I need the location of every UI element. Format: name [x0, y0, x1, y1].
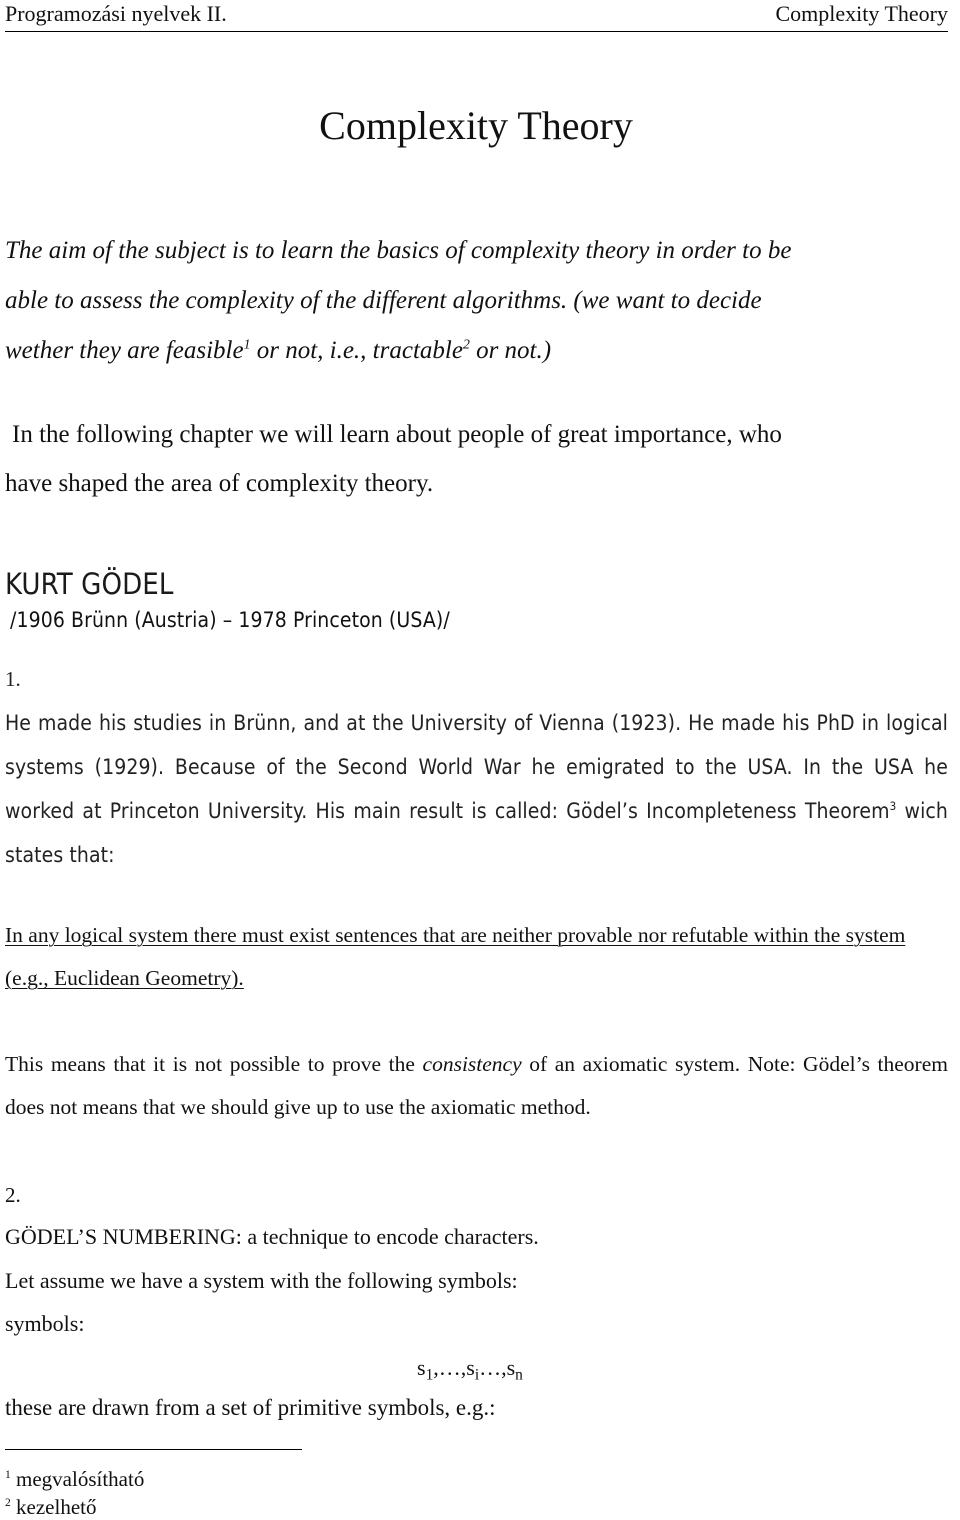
- godel-heading: KURT GÖDEL: [5, 567, 174, 601]
- primitive-symbols-line: these are drawn from a set of primitive symbols, e.g.:: [5, 1395, 496, 1420]
- aim-line-1: The aim of the subject is to learn the basics of complexity theory in order to be: [5, 237, 792, 264]
- page-title: Complexity Theory: [319, 103, 633, 148]
- page-header: [5, 0, 948, 32]
- symbol-sequence: $s_1,\dots,s_i\dots,s_n$: [417, 1355, 523, 1384]
- section-1-text: He made his studies in Brünn, and at the University of Vienna (1923). He made his PhD in logical systems (1929). Because of the Second World War he emigrated to the USA. In the USA he worked at Princeton University. His main result is called: Gödel’s Incompleteness Theorem$^3$ wich states that:: [5, 711, 948, 867]
- intro-paragraph: [5, 410, 948, 508]
- aim-line-3: wether they are feasible$^1$ or not, i.e., tractable$^2$ or not.): [5, 336, 552, 364]
- header-chapter: Complexity Theory: [775, 1, 948, 26]
- assume-line: Let assume we have a system with the following symbols:: [5, 1267, 518, 1293]
- incompleteness-theorem: In any logical system there must exist sentences that are neither provable nor refutable within the system (e.g., Euclidean Geometry).: [5, 923, 906, 990]
- godel-dates: /1906 Brünn (Austria) – 1978 Princeton (USA)/: [10, 608, 450, 632]
- consistency-term: consistency: [422, 1052, 522, 1076]
- footnote-ref-1: 1: [243, 336, 251, 352]
- header-course: Programozási nyelvek II.: [5, 1, 227, 26]
- aim-line-2: able to assess the complexity of the different algorithms. (we want to decide: [5, 287, 762, 314]
- intro-line-2: have shaped the area of complexity theory.: [5, 470, 434, 497]
- section-2-paragraph: [5, 1215, 948, 1346]
- section-1-paragraph: [5, 657, 948, 877]
- footnote-ref-2: 2: [462, 336, 470, 352]
- section-1-number: 1.: [5, 667, 21, 691]
- footnote-divider: [5, 1449, 302, 1450]
- footnote-1: $^1$ megvalósítható: [5, 1467, 145, 1491]
- symbols-label: symbols:: [5, 1311, 85, 1336]
- numbering-line: GÖDEL’S NUMBERING: a technique to encode characters.: [5, 1224, 539, 1249]
- footnote-ref-3: 3: [889, 798, 897, 813]
- intro-line-1: In the following chapter we will learn about people of great importance, who: [12, 421, 782, 448]
- footnote-2: $^2$ kezelhető: [5, 1495, 97, 1519]
- consistency-paragraph: This means that it is not possible to prove the consistency of an axiomatic system. Note: Gödel’s theorem does not means that we should give up to use the axiomatic method.: [5, 1052, 948, 1119]
- aim-paragraph: [5, 226, 948, 376]
- section-2-number: 2.: [5, 1183, 21, 1207]
